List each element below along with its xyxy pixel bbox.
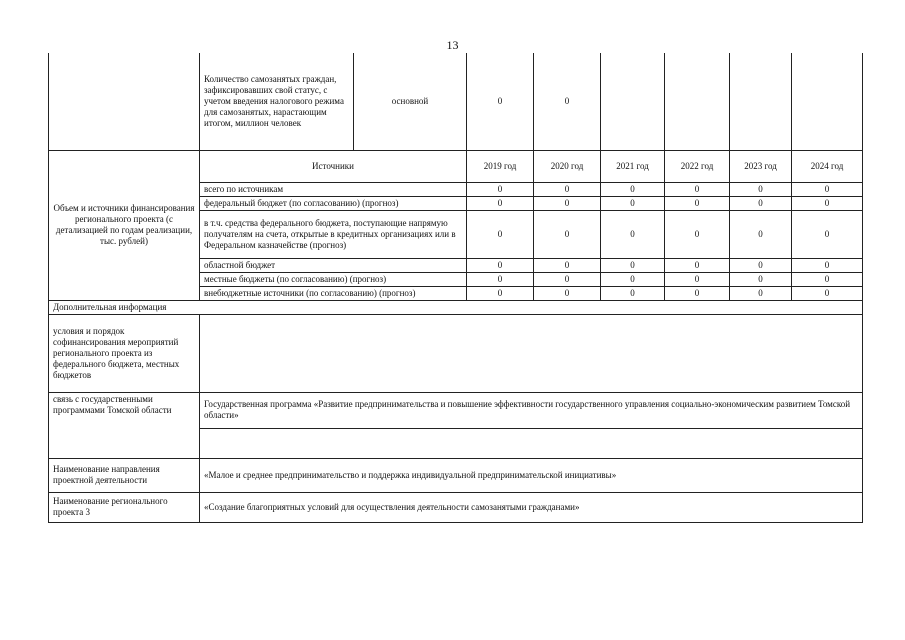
funding-value: 0 <box>792 182 863 196</box>
page-number: 13 <box>446 38 459 52</box>
conditions-label: условия и порядок софинансирования мероприятий регионального проекта из федерального бюджета, местных бюджетов <box>49 314 200 392</box>
funding-value: 0 <box>467 196 534 210</box>
funding-value: 0 <box>601 182 665 196</box>
sources-header: Источники <box>200 150 467 182</box>
funding-value: 0 <box>601 196 665 210</box>
programs-link-value: Государственная программа «Развитие предпринимательства и повышение эффективности государственного управления социально-экономическим развитием Томской области» <box>200 392 863 428</box>
funding-value: 0 <box>792 258 863 272</box>
project-row <box>49 492 863 522</box>
conditions-row <box>49 314 863 392</box>
year-header: 2024 год <box>792 150 863 182</box>
funding-value: 0 <box>792 196 863 210</box>
funding-value: 0 <box>534 196 601 210</box>
funding-value: 0 <box>792 210 863 258</box>
funding-value: 0 <box>601 272 665 286</box>
regional-project-table <box>48 53 863 523</box>
funding-source: федеральный бюджет (по согласованию) (прогноз) <box>200 196 467 210</box>
funding-value: 0 <box>730 272 792 286</box>
funding-value: 0 <box>534 210 601 258</box>
funding-source: в т.ч. средства федерального бюджета, поступающие напрямую получателям на счета, открытые в кредитных организациях или в Федеральном казначействе (прогноз) <box>200 210 467 258</box>
indicator-empty-value <box>601 53 665 150</box>
indicator-empty-value <box>792 53 863 150</box>
funding-value: 0 <box>665 210 730 258</box>
additional-info-heading: Дополнительная информация <box>49 300 863 314</box>
funding-value: 0 <box>534 258 601 272</box>
additional-info-row <box>49 300 863 314</box>
project-value: «Создание благоприятных условий для осуществления деятельности самозанятыми гражданами» <box>200 492 863 522</box>
indicator-row <box>49 53 863 150</box>
funding-value: 0 <box>792 286 863 300</box>
funding-value: 0 <box>665 258 730 272</box>
indicator-name: Количество самозанятых граждан, зафиксировавших свой статус, с учетом введения налогового режима для самозанятых, нарастающим итогом, миллион человек <box>200 53 354 150</box>
year-header: 2023 год <box>730 150 792 182</box>
indicator-empty-cell <box>49 53 200 150</box>
funding-source: внебюджетные источники (по согласованию) (прогноз) <box>200 286 467 300</box>
indicator-empty-value <box>665 53 730 150</box>
funding-value: 0 <box>601 210 665 258</box>
funding-value: 0 <box>730 286 792 300</box>
funding-value: 0 <box>792 272 863 286</box>
funding-value: 0 <box>467 286 534 300</box>
funding-value: 0 <box>601 258 665 272</box>
funding-value: 0 <box>665 286 730 300</box>
direction-row <box>49 458 863 492</box>
funding-source: местные бюджеты (по согласованию) (прогноз) <box>200 272 467 286</box>
funding-value: 0 <box>534 272 601 286</box>
project-label: Наименование регионального проекта 3 <box>49 492 200 522</box>
funding-value: 0 <box>730 196 792 210</box>
direction-value: «Малое и среднее предпринимательство и поддержка индивидуальной предпринимательской инициативы» <box>200 458 863 492</box>
funding-value: 0 <box>467 182 534 196</box>
funding-value: 0 <box>730 210 792 258</box>
funding-value: 0 <box>665 196 730 210</box>
funding-value: 0 <box>665 182 730 196</box>
direction-label: Наименование направления проектной деятельности <box>49 458 200 492</box>
indicator-empty-value <box>730 53 792 150</box>
programs-link-value-2 <box>200 428 863 458</box>
funding-value: 0 <box>730 258 792 272</box>
funding-label: Объем и источники финансирования регионального проекта (с детализацией по годам реализации, тыс. рублей) <box>49 150 200 300</box>
funding-value: 0 <box>665 272 730 286</box>
year-header: 2020 год <box>534 150 601 182</box>
funding-value: 0 <box>467 210 534 258</box>
funding-source: областной бюджет <box>200 258 467 272</box>
year-header: 2022 год <box>665 150 730 182</box>
indicator-base-value: 0 <box>467 53 534 150</box>
funding-value: 0 <box>730 182 792 196</box>
year-header: 2019 год <box>467 150 534 182</box>
funding-value: 0 <box>534 182 601 196</box>
funding-value: 0 <box>467 272 534 286</box>
funding-value: 0 <box>601 286 665 300</box>
programs-link-label: связь с государственными программами Томской области <box>49 392 200 458</box>
indicator-type: основной <box>354 53 467 150</box>
conditions-value <box>200 314 863 392</box>
funding-source: всего по источникам <box>200 182 467 196</box>
programs-link-row <box>49 392 863 428</box>
indicator-year-value: 0 <box>534 53 601 150</box>
funding-value: 0 <box>467 258 534 272</box>
funding-value: 0 <box>534 286 601 300</box>
year-header: 2021 год <box>601 150 665 182</box>
funding-header-row <box>49 150 863 182</box>
